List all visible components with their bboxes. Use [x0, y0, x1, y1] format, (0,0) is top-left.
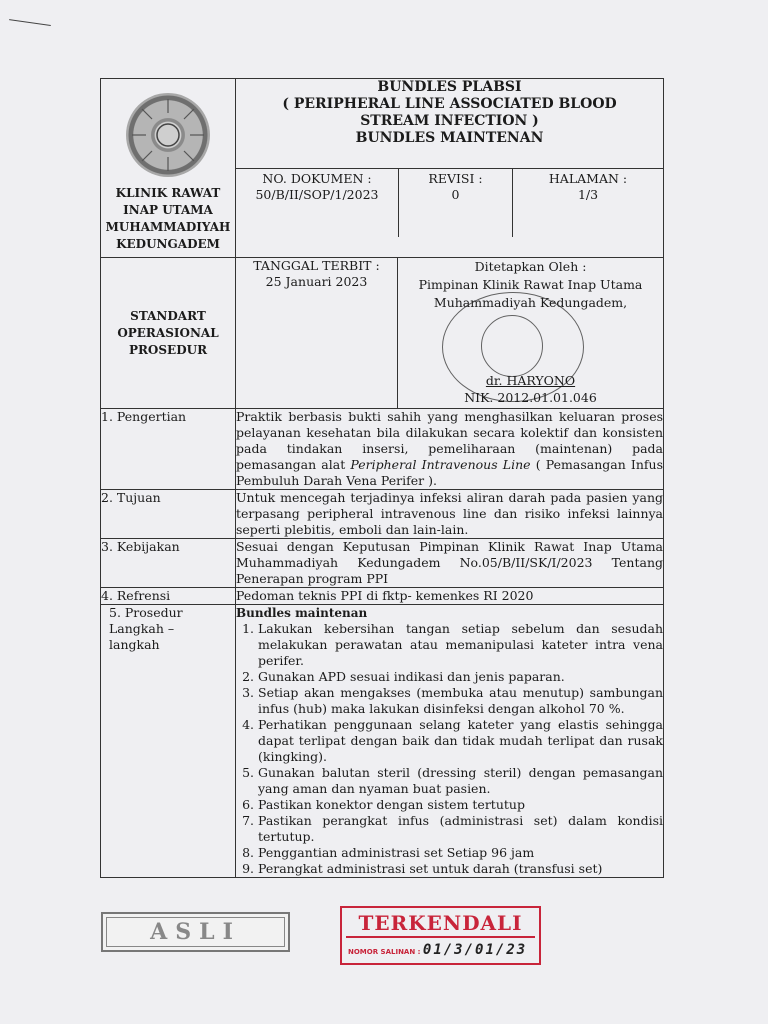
- list-item: 8. Penggantian administrasi set Setiap 96 jam: [258, 845, 663, 861]
- prosedur-steps: [236, 621, 663, 877]
- pengertian-label: 1. Pengertian: [101, 409, 236, 490]
- revisi-label: REVISI :: [428, 170, 483, 186]
- refrensi-text: Pedoman teknis PPI di fktp- kemenkes RI 2020: [236, 588, 664, 605]
- kebijakan-text: Sesuai dengan Keputusan Pimpinan Klinik Rawat Inap Utama Muhammadiyah Kedungadem No.05/B/II/SK/I/2023 Tentang Penerapan program PPI: [236, 539, 664, 586]
- kebijakan-label: 3. Kebijakan: [101, 539, 236, 588]
- document-meta: [236, 168, 664, 258]
- list-item: 7. Pastikan perangkat infus (administrasi set) dalam kondisi tertutup.: [258, 813, 663, 845]
- revisi-value: 0: [451, 186, 460, 202]
- halaman-value: 1/3: [577, 186, 599, 202]
- pengertian-text: [236, 409, 664, 490]
- no-dokumen-value: 50/B/II/SOP/1/2023: [255, 186, 379, 202]
- list-item: 5. Gunakan balutan steril (dressing steril) dengan pemasangan yang aman dan nyaman buat pasien.: [258, 765, 663, 797]
- title-line: STREAM INFECTION ): [360, 113, 539, 129]
- prosedur-subtitle: Bundles maintenan: [236, 606, 368, 620]
- pengertian-text-part: ( Pemasangan Infus Pembuluh Darah Vena Perifer ).: [236, 457, 664, 488]
- prosedur-label: 5. Prosedur Langkah – langkah: [109, 605, 183, 652]
- revisi: [399, 169, 513, 237]
- no-dokumen-label: NO. DOKUMEN :: [262, 170, 372, 186]
- pengertian-italic-term: Peripheral Intravenous Line: [350, 457, 531, 472]
- nomor-salinan-value: 01/3/01/23: [422, 942, 528, 958]
- no-dokumen: [236, 169, 399, 237]
- sop-label-cell: [101, 258, 236, 409]
- nomor-salinan: [342, 938, 539, 958]
- document-title: [236, 79, 664, 169]
- tujuan-label: 2. Tujuan: [101, 490, 236, 539]
- nomor-salinan-label: NOMOR SALINAN :: [348, 948, 421, 956]
- list-item: 9. Perangkat administrasi set untuk darah (transfusi set): [258, 861, 663, 877]
- terkendali-stamp: [340, 906, 541, 965]
- signer-nik: NIK. 2012.01.01.046: [464, 390, 597, 405]
- refrensi-label: 4. Refrensi: [101, 588, 236, 605]
- approval-label: Ditetapkan Oleh :: [474, 259, 587, 274]
- clinic-name: KLINIK RAWAT INAP UTAMA MUHAMMADIYAH KEDUNGADEM: [105, 186, 231, 251]
- scan-mark: [7, 19, 51, 40]
- sop-label: STANDART OPERASIONAL PROSEDUR: [117, 309, 219, 357]
- approval-cell: [398, 258, 664, 409]
- title-line: BUNDLES MAINTENAN: [355, 130, 544, 146]
- approval-line1: Pimpinan Klinik Rawat Inap Utama: [418, 277, 643, 292]
- tanggal-terbit-label: TANGGAL TERBIT :: [253, 258, 380, 273]
- title-line: ( PERIPHERAL LINE ASSOCIATED BLOOD: [282, 96, 617, 112]
- asli-stamp-text: ASLI: [106, 917, 285, 947]
- approval-line2: Muhammadiyah Kedungadem,: [433, 295, 628, 310]
- tanggal-terbit-value: 25 Januari 2023: [265, 274, 368, 289]
- pengertian-text-part: Praktik berbasis bukti sahih yang menghasilkan keluaran proses pelayanan kesehatan bila dilakukan secara kolektif dan konsisten pada tindakan insersi, pemeliharaan (maintenan) pada pemasangan alat: [236, 409, 664, 472]
- asli-stamp: [101, 912, 290, 952]
- halaman-label: HALAMAN :: [548, 170, 628, 186]
- list-item: 2. Gunakan APD sesuai indikasi dan jenis paparan.: [258, 669, 663, 685]
- list-item: 3. Setiap akan mengakses (membuka atau menutup) sambungan infus (hub) maka lakukan disinfeksi dengan alkohol 70 %.: [258, 685, 663, 717]
- clinic-logo-cell: [101, 79, 236, 258]
- list-item: 6. Pastikan konektor dengan sistem tertutup: [258, 797, 663, 813]
- list-item: 1. Lakukan kebersihan tangan setiap sebelum dan sesudah melakukan perawatan atau memanipulasi kateter intra vena perifer.: [258, 621, 663, 669]
- signer-name: dr. HARYONO: [485, 373, 576, 388]
- prosedur-content: [236, 605, 664, 878]
- muhammadiyah-logo-icon: [126, 93, 210, 177]
- tujuan-text: Untuk mencegah terjadinya infeksi aliran darah pada pasien yang terpasang peripheral intravenous line dan risiko infeksi lainnya seperti plebitis, emboli dan lain-lain.: [236, 490, 664, 537]
- list-item: 4. Perhatikan penggunaan selang kateter yang elastis sehingga dapat terlipat dengan baik dan tidak mudah terlipat dan rusak (kingking).: [258, 717, 663, 765]
- title-line: BUNDLES PLABSI: [377, 79, 522, 95]
- halaman: [513, 169, 663, 237]
- tanggal-terbit: [236, 258, 398, 409]
- terkendali-stamp-text: TERKENDALI: [346, 910, 535, 938]
- sop-header-table: [100, 78, 664, 878]
- prosedur-label-cell: [101, 605, 236, 878]
